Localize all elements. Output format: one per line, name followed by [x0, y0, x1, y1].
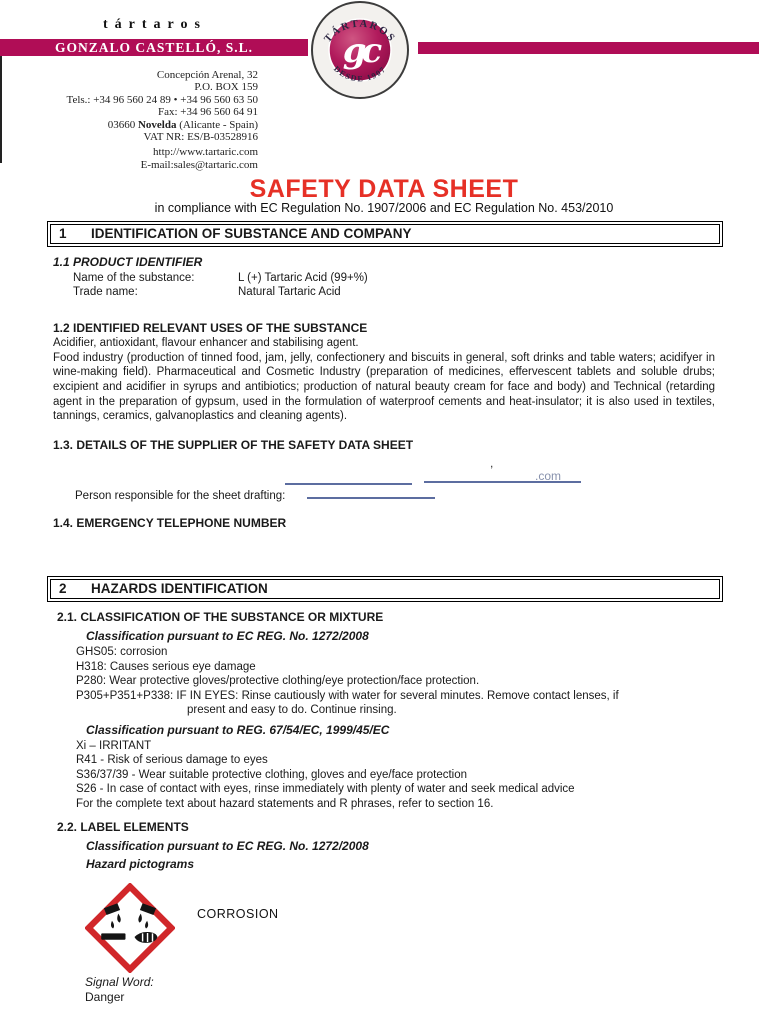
heading-2-2: 2.2. LABEL ELEMENTS: [57, 820, 189, 835]
address-phones: Tels.: +34 96 560 24 89 • +34 96 560 63 50: [66, 93, 258, 106]
section1-header: [50, 224, 720, 244]
dsd-line-s26: S26 - In case of contact with eyes, rinse immediately with plenty of water and seek medical advice: [76, 783, 575, 796]
clp-classification-heading: Classification pursuant to EC REG. No. 1272/2008: [86, 629, 369, 644]
dsd-classification-heading: Classification pursuant to REG. 67/54/EC, 1999/45/EC: [86, 722, 390, 737]
dsd-line-r41: R41 - Risk of serious damage to eyes: [76, 754, 268, 767]
address-vat: VAT NR: ES/B-03528916: [143, 131, 258, 144]
clp-line-ghs05: GHS05: corrosion: [76, 646, 168, 659]
address-street: Concepción Arenal, 32: [156, 69, 258, 81]
heading-2-1: 2.1. CLASSIFICATION OF THE SUBSTANCE OR MIXTURE: [57, 610, 384, 625]
company-address-block: [0, 69, 258, 171]
clp-line-h318: H318: Causes serious eye damage: [76, 660, 256, 673]
section-1-2: [47, 321, 723, 424]
signal-word-block: [85, 975, 723, 1004]
company-name-banner: GONZALO CASTELLÓ, S.L.: [0, 39, 308, 56]
signal-word-value: Danger: [85, 989, 125, 1004]
pictogram-row: [85, 883, 723, 973]
clp-line-p280: P280: Wear protective gloves/protective clothing/eye protection/face protection.: [76, 675, 480, 688]
company-website: http://www.tartaric.com: [153, 146, 258, 159]
logo-arc-bottom-text: DESDE 1907: [332, 64, 388, 84]
brand-wordmark: tártaros: [103, 17, 207, 32]
trade-name-label: Trade name:: [73, 286, 138, 298]
company-logo-icon: [310, 0, 410, 100]
heading-1-3: 1.3. DETAILS OF THE SUPPLIER OF THE SAFETY DATA SHEET: [53, 438, 414, 453]
logo-arc-top-text: TÁRTAROS: [322, 18, 398, 45]
substance-name-label: Name of the substance:: [73, 272, 195, 284]
section2-number: 2: [59, 581, 67, 597]
pictogram-label: CORROSION: [197, 907, 279, 922]
address-fax: Fax: +34 96 560 64 91: [157, 106, 258, 119]
page-title: SAFETY DATA SHEET: [249, 175, 519, 203]
trade-name-value: Natural Tartaric Acid: [238, 286, 341, 298]
redacted-link-1[interactable]: [285, 471, 412, 485]
redacted-link-3[interactable]: [307, 487, 435, 499]
document-body: [47, 221, 723, 1004]
heading-1-1: 1.1 PRODUCT IDENTIFIER: [53, 255, 203, 269]
substance-name-row: [73, 271, 723, 285]
company-email: E-mail:sales@tartaric.com: [140, 158, 258, 171]
trade-name-row: [73, 285, 723, 299]
clp-line-p305-1: P305+P351+P338: IF IN EYES: Rinse cautiously with water for several minutes. Remove contact lenses, if: [76, 689, 619, 702]
label-clp-heading: Classification pursuant to EC REG. No. 1272/2008: [86, 839, 369, 854]
section1-heading: IDENTIFICATION OF SUBSTANCE AND COMPANY: [91, 226, 412, 241]
heading-1-2: 1.2 IDENTIFIED RELEVANT USES OF THE SUBSTANCE: [53, 321, 368, 335]
section1-number: 1: [59, 226, 67, 241]
section-1-3: [47, 438, 723, 514]
hazard-pictograms-heading: Hazard pictograms: [86, 857, 195, 872]
dsd-line-s363739: S36/37/39 - Wear suitable protective clothing, gloves and eye/face protection: [76, 768, 468, 781]
dsd-line-xi: Xi – IRRITANT: [76, 739, 152, 752]
section2-heading: HAZARDS IDENTIFICATION: [91, 581, 268, 597]
address-pobox: P.O. BOX 159: [194, 81, 258, 94]
page-subtitle: in compliance with EC Regulation No. 1907/2006 and EC Regulation No. 453/2010: [154, 201, 614, 215]
ghs05-corrosion-pictogram-icon: [85, 883, 175, 973]
uses-paragraph: Food industry (production of tinned food, jam, jelly, confectionery and biscuits in general, soft drinks and table waters; acidifyer in wine-making field). Pharmaceutical and Cosmetic Industry (preparation of medicines, effervescent tablets and soluble drubs; excipient and acidifier in syrups and antibiotics; production of natural beauty cream for face and body) and Technical (retarding agent in the preparation of gypsum, used in the formulation of waterproof cements and heat-insulator; it is also used in textiles, tannings, ceramics, galvanoplastics and cleaning agents).: [53, 351, 715, 423]
person-responsible-label: Person responsible for the sheet drafting:: [75, 490, 286, 503]
clp-line-p305-2: present and easy to do. Continue rinsing.: [187, 704, 397, 717]
header-rule-right: [418, 42, 759, 54]
section2-header-box: [47, 576, 723, 602]
uses-lead-line: Acidifier, antioxidant, flavour enhancer and stabilising agent.: [53, 337, 359, 349]
section2-header: [50, 579, 720, 599]
section1-header-box: [47, 221, 723, 247]
redacted-link-2[interactable]: [424, 469, 581, 483]
address-city: 03660 Novelda (Alicante - Spain): [107, 118, 258, 131]
dsd-line-refer16: For the complete text about hazard statements and R phrases, refer to section 16.: [76, 797, 494, 810]
logo-monogram: gc: [342, 31, 378, 71]
redacted-link-domain: .com: [534, 469, 561, 484]
person-responsible-row: [75, 487, 435, 502]
substance-name-value: L (+) Tartaric Acid (99+%): [238, 272, 368, 284]
signal-word-label: Signal Word:: [85, 975, 154, 990]
heading-1-4: 1.4. EMERGENCY TELEPHONE NUMBER: [53, 516, 287, 531]
stray-comma: ,: [490, 456, 494, 471]
